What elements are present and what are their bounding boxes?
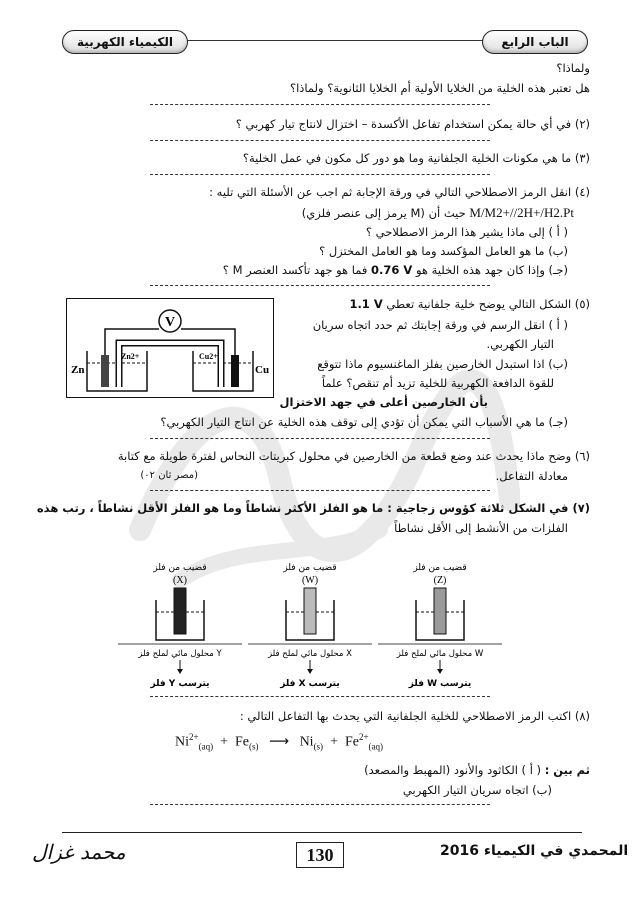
q8-then-label: ثم بين : [544, 763, 590, 777]
solution-label: محلول مائي لملح فلز W [396, 649, 484, 659]
page-number: 130 [296, 842, 344, 868]
eq-plus: + [220, 734, 228, 750]
question-7-cont: الفلزات من الأنشط إلى الأقل نشاطاً [394, 521, 568, 535]
beaker [248, 563, 372, 689]
voltmeter-label: V [164, 315, 176, 330]
text-line: ولماذا؟ [556, 61, 590, 75]
eq-term: Fe [234, 734, 249, 750]
header-rule [186, 40, 486, 41]
question-5a: ( أ ) انقل الرسم في ورقة إجابتك ثم حدد اتجاه سريان [312, 318, 568, 332]
author-signature: محمد غزال [32, 840, 126, 864]
question-8a: ( أ ) الكاثود والأنود (المهبط والمصعد) [364, 763, 542, 777]
topic-label: الكيمياء الكهربية [62, 30, 188, 54]
eq-term: Ni [175, 734, 189, 750]
q4-symbol-note: حيث أن (M يرمز إلى عنصر فلزي) [301, 206, 466, 220]
beaker [118, 563, 242, 689]
eq-sub: (aq) [368, 741, 384, 752]
rod-metal-label: (X) [173, 575, 187, 586]
question-7: (٧) في الشكل ثلاثة كؤوس زجاجية : ما هو الفلز الأكثر نشاطاً وما هو الفلز الأقل نشاطاً ، رتب هذه [36, 501, 590, 515]
eq-term: Fe [344, 734, 359, 750]
eq-sub: (s) [313, 741, 324, 752]
question-8: (٨) اكتب الرمز الاصطلاحي للخلية الجلفانية التي يحدث بها التفاعل التالي : [239, 709, 590, 723]
metal-rod [174, 588, 186, 634]
eq-plus: + [330, 734, 338, 750]
rod-label: قضيب من فلز [153, 563, 207, 573]
rod-label: قضيب من فلز [283, 563, 337, 573]
beakers-figure [110, 560, 510, 690]
zn-label: Zn [71, 364, 85, 376]
question-3: (٣) ما هي مكونات الخلية الجلفانية وما هو دور كل مكون في عمل الخلية؟ [242, 151, 590, 165]
copper-electrode [231, 355, 239, 387]
cu-ion-label: Cu2+ [199, 352, 218, 361]
question-6: (٦) وضح ماذا يحدث عند وضع قطعة من الخارصين في محلول كبريتات النحاس لفترة طويلة مع كتابة [117, 449, 590, 463]
deposit-label: فلز Y يترسب [150, 679, 210, 689]
q4c-value: 0.76 V [371, 263, 413, 277]
text-line: هل تعتبر هذه الخلية من الخلايا الأولية أم الخلايا الثانوية؟ ولماذا؟ [289, 81, 590, 95]
rod-metal-label: (W) [301, 575, 319, 586]
q4-symbol-line [60, 205, 574, 221]
metal-rod [434, 588, 446, 634]
q4c-text: (جـ) وإذا كان جهد هذه الخلية هو [415, 263, 568, 277]
q5-value: 1.1 V [349, 297, 383, 311]
separator [150, 174, 490, 175]
rod-label: قضيب من فلز [413, 563, 467, 573]
separator [150, 804, 490, 805]
separator [150, 490, 490, 491]
question-4a: ( أ ) إلى ماذا يشير هذا الرمز الاصطلاحي ؟ [365, 225, 568, 239]
eq-sup: 2+ [189, 732, 199, 742]
eq-term: Ni [299, 734, 314, 750]
eq-sub: (aq) [198, 741, 214, 752]
q4c-text-end: فما هو جهد تأكسد العنصر M ؟ [222, 263, 368, 277]
question-5b-cont: للقوة الدافعة الكهربية للخلية تزيد أم تنقص؟ علماً [321, 376, 554, 390]
question-4: (٤) انقل الرمز الاصطلاحي التالي في ورقة الإجابة ثم اجب عن الأسئلة التي تليه : [209, 185, 590, 199]
question-6-cont: معادلة التفاعل. [495, 469, 568, 483]
q5-text: (٥) الشكل التالي يوضح خلية جلفانية تعطي [386, 297, 590, 311]
question-4b: (ب) ما هو العامل المؤكسد وما هو العامل المختزل ؟ [319, 244, 568, 258]
separator [150, 285, 490, 286]
deposit-label: فلز W يترسب [408, 679, 472, 689]
question-4c [60, 262, 568, 278]
footer-book-title [440, 843, 628, 859]
separator [150, 438, 490, 439]
rod-metal-label: (Z) [433, 575, 447, 586]
question-5b-cont2: بأن الخارصين أعلى في جهد الاختزال [279, 395, 488, 409]
footer-rule [62, 832, 582, 833]
metal-rod [304, 588, 316, 634]
book-name: المحمدي في الكيمياء [483, 843, 629, 859]
question-8-then [60, 762, 590, 778]
arrow-head-icon [177, 669, 183, 674]
arrow-head-icon [307, 669, 313, 674]
cu-label: Cu [255, 364, 270, 376]
chapter-label: الباب الرابع [482, 30, 588, 54]
arrow-head-icon [437, 669, 443, 674]
galvanic-cell-diagram [66, 298, 274, 398]
question-8b: (ب) اتجاه سريان التيار الكهربي [402, 783, 552, 797]
zn-ion-label: Zn2+ [121, 352, 140, 361]
galvanic-cell-svg [67, 299, 273, 397]
solution-label: محلول مائي لملح فلز X [267, 649, 353, 659]
question-2: (٢) في أي حالة يمكن استخدام تفاعل الأكسدة – اختزال لانتاج تيار كهربي ؟ [235, 117, 590, 131]
beaker [378, 563, 502, 689]
question-5c: (جـ) ما هي الأسباب التي يمكن أن تؤدي إلى توقف هذه الخلية عن انتاج التيار الكهربي؟ [160, 415, 568, 429]
reaction-equation [175, 732, 383, 751]
separator [150, 696, 490, 697]
question-6-source: (مصر ثان ٠٢) [140, 470, 198, 481]
deposit-label: فلز X يترسب [280, 679, 340, 689]
footer-year: 2016 [440, 843, 479, 859]
separator [150, 140, 490, 141]
separator [150, 104, 490, 105]
question-5a-cont: التيار الكهربي. [486, 337, 554, 351]
eq-arrow: ⟶ [268, 733, 290, 750]
question-5b: (ب) اذا استبدل الخارصين بفلز الماغنسيوم ماذا تتوقع [317, 357, 568, 371]
solution-label: محلول مائي لملح فلز Y [138, 649, 222, 659]
zinc-electrode [101, 355, 109, 387]
question-5 [290, 296, 590, 312]
eq-sup: 2+ [358, 732, 369, 742]
q4-symbol: M/M2+//2H+/H2.Pt [469, 205, 574, 220]
eq-sub: (s) [248, 741, 259, 752]
